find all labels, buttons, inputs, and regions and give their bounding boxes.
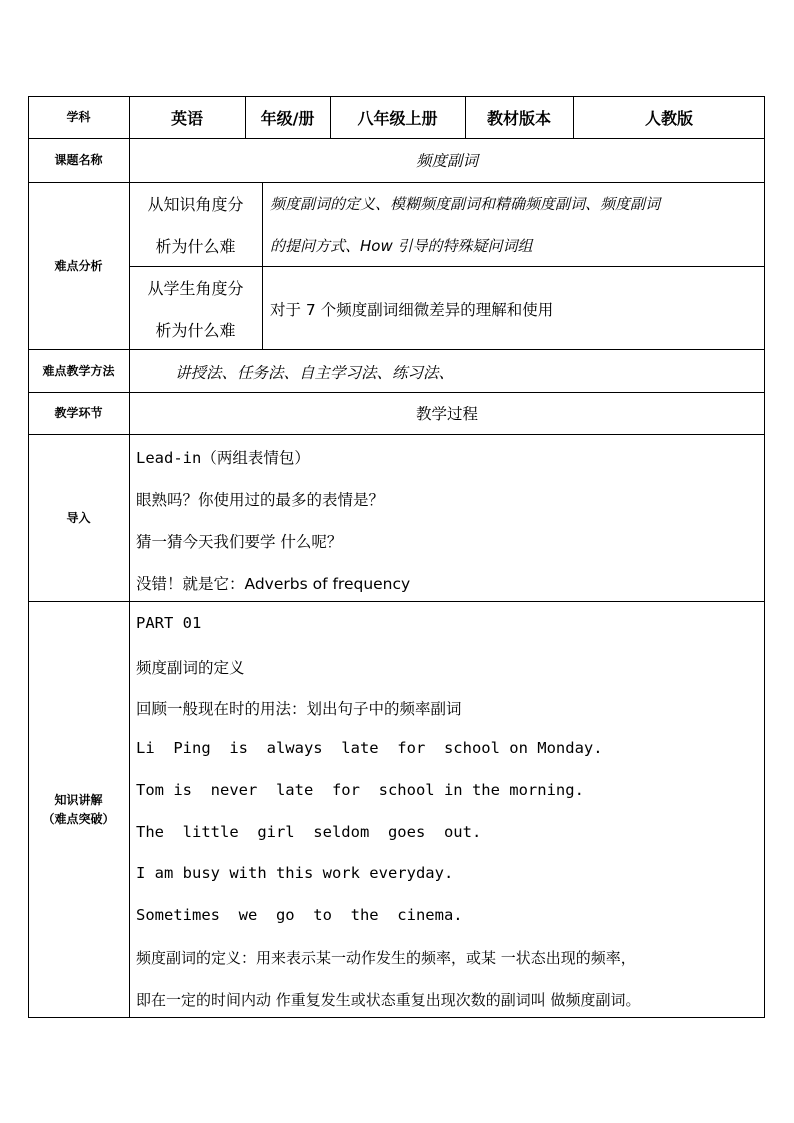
knowledge-angle-label-line1: 从知识角度分 xyxy=(147,195,244,214)
edition-value: 人教版 xyxy=(644,108,693,128)
knowledge-line: 即在一定的时间内动 作重复发生或状态重复出现次数的副词叫 做频度副词。 xyxy=(136,991,641,1009)
knowledge-label-line2: （难点突破） xyxy=(42,812,115,826)
intro-line xyxy=(136,572,410,594)
knowledge-label xyxy=(28,601,129,1018)
method-value: 讲授法、任务法、自主学习法、练习法、 xyxy=(175,364,455,382)
knowledge-angle-label-line2: 析为什么难 xyxy=(155,237,236,256)
row-divider xyxy=(28,434,765,435)
knowledge-angle-text-line1: 频度副词的定义、模糊频度副词和精确频度副词、频度副词 xyxy=(270,195,661,213)
knowledge-line: Sometimes we go to the cinema. xyxy=(136,906,463,924)
subject-value: 英语 xyxy=(170,108,203,128)
intro-line: 猜一猜今天我们要学 什么呢？ xyxy=(136,533,343,551)
topic-label: 课题名称 xyxy=(54,153,103,167)
knowledge-label-line1: 知识讲解 xyxy=(54,793,103,807)
knowledge-line: 频度副词的定义：用来表示某一动作发生的频率，或某 一状态出现的频率， xyxy=(136,949,636,967)
process-header-value: 教学过程 xyxy=(415,405,478,423)
knowledge-line: 频度副词的定义 xyxy=(136,659,245,677)
knowledge-angle-label xyxy=(129,182,262,266)
knowledge-angle-text xyxy=(270,182,763,266)
student-angle-label xyxy=(129,266,262,349)
student-angle-label-line2: 析为什么难 xyxy=(155,321,236,340)
knowledge-line: Tom is never late for school in the morning. xyxy=(136,781,584,799)
edition-label: 教材版本 xyxy=(486,108,551,128)
process-header-label: 教学环节 xyxy=(54,406,103,420)
knowledge-line: I am busy with this work everyday. xyxy=(136,864,454,882)
knowledge-line: The little girl seldom goes out. xyxy=(136,823,482,841)
intro-line: 眼熟吗？你使用过的最多的表情是？ xyxy=(136,491,385,509)
intro-label: 导入 xyxy=(66,510,91,525)
grade-value: 八年级上册 xyxy=(357,108,438,128)
column-divider xyxy=(262,182,263,349)
row-divider xyxy=(28,601,765,602)
row-divider xyxy=(28,349,765,350)
student-angle-label-line1: 从学生角度分 xyxy=(147,279,244,298)
subject-label: 学科 xyxy=(66,110,91,124)
intro-line: Lead-in（两组表情包） xyxy=(136,449,310,467)
student-angle-text: 对于 7 个频度副词细微差异的理解和使用 xyxy=(270,301,554,319)
knowledge-line: Li Ping is always late for school on Monday. xyxy=(136,739,603,757)
grade-label: 年级/册 xyxy=(260,108,315,128)
topic-value: 频度副词 xyxy=(415,152,478,170)
knowledge-line: 回顾一般现在时的用法：划出句子中的频率副词 xyxy=(136,700,462,718)
method-label: 难点教学方法 xyxy=(42,363,115,378)
intro-line-text: 没错！就是它：Adverbs of frequency xyxy=(136,575,411,593)
knowledge-angle-text-line2: 的提问方式、How 引导的特殊疑问词组 xyxy=(270,237,533,255)
knowledge-line: PART 01 xyxy=(136,614,202,632)
difficulty-label: 难点分析 xyxy=(54,258,103,273)
